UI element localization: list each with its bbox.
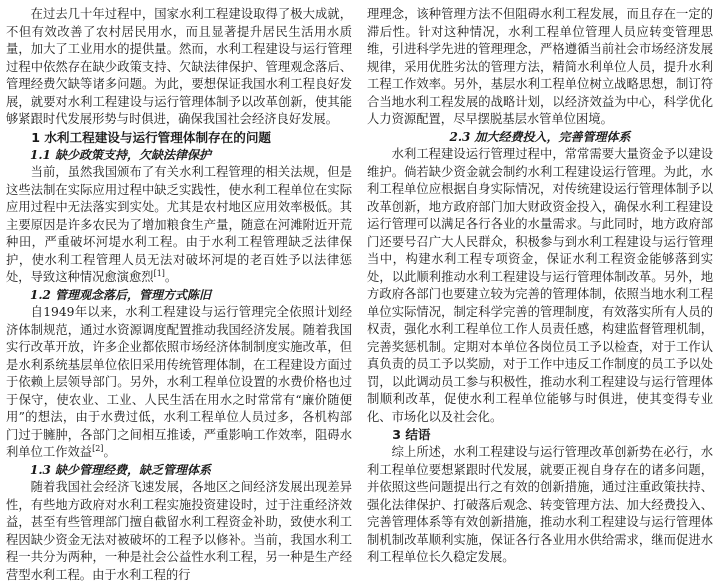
section-1-3-paragraph: 随着我国社会经济飞速发展，各地区之间经济发展出现差异性，有些地方政府对水利工程实施投资建设时，过于注重经济效益，甚至有些管理部门擅自截留水利工程资金补助，致使水利工程因缺少资金无法对被破坏的工程予以修补。当前，我国水利工程一共分为两种，一种是社会公益性水利工程，另一种是生产经营型水利工程。由于水利工程的行 (6, 480, 352, 582)
section-3-heading: 3 结语 (392, 427, 431, 442)
intro-paragraph: 在过去几十年过程中，国家水利工程建设取得了极大成就，不但有效改善了农村居民用水，而且显著提升居民生活用水质量，加大了工业用水的提供量。然而，水利工程建设与运行管理过程中依然存在缺少政策支持、欠缺法律保护、管理观念落后、管理经费欠缺等诸多问题。为此，要想保证我国水利工程良好发展，就要对水利工程建设与运行管理体制予以改革创新，使其能够紧跟时代发展形势与时俱进，确保我国社会经济良好发展。 (6, 7, 352, 126)
section-1-1-heading: 1.1 缺少政策支持，欠缺法律保护 (30, 147, 212, 162)
section-1-2-text: 自1949年以来，水利工程建设与运行管理完全依照计划经济体制规范，通过水资源调度配置推动我国经济发展。随着我国实行改革开放，许多企业都依照市场经济体制制度实施改革，但是水利系统基层单位依旧采用传统管理体制，在工程建设方面过于依赖上层领导部门。另外，水利工程单位设置的水费价格也过于保守，使农业、工业、人民生活在用水之时常常有“廉价随便用”的想法，由于水费过低，水利工程单位人员过多，各机构部门过于臃肿，各部门之间相互推诿，严重影响工作效率，阻碍水利单位工作效益 (6, 305, 352, 459)
section-2-3-heading: 2.3 加大经费投入，完善管理体系 (449, 129, 631, 144)
right-column (367, 6, 713, 567)
reference-2: [2] (92, 443, 104, 453)
section-1-1-text: 当前，虽然我国颁布了有关水利工程管理的相关法规，但是这些法制在实际应用过程中缺乏实践性，使水利工程单位在实际应用过程中无法落实到实处。尤其是农村地区应用效率极低。其主要原因是许多农民为了增加粮食生产量，随意在河滩附近开荒种田，严重破坏河堤水利工程。由于水利工程管理缺乏法律保护，使水利工程管理人员无法对破坏河堤的老百姓予以法律惩处，导致这种情况愈演愈烈 (6, 165, 352, 284)
conclusion-paragraph: 综上所述，水利工程建设与运行管理改革创新势在必行，水利工程单位要想紧跟时代发展，就要正视自身存在的诸多问题，并依照这些问题提出行之有效的创新措施，通过注重政策扶持、强化法律保护、打破落后观念、转变管理方法、加大经费投入、完善管理体系等有效创新措施，推动水利工程建设与运行管理体制机制改革顺利实施，保证各行各业用水供给需求，继而促进水利工程单位长久稳定发展。 (367, 445, 713, 564)
section-1-2-paragraph: 自1949年以来，水利工程建设与运行管理完全依照计划经济体制规范，通过水资源调度配置推动我国经济发展。随着我国实行改革开放，许多企业都依照市场经济体制制度实施改革，但是水利系统基层单位依旧采用传统管理体制，在工程建设方面过于依赖上层领导部门。另外，水利工程单位设置的水费价格也过于保守，使农业、工业、人民生活在用水之时常常有“廉价随便用”的想法，由于水费过低，水利工程单位人员过多，各机构部门过于臃肿，各部门之间相互推诿，严重影响工作效率，阻碍水利单位工作效益[2]。 (6, 305, 352, 459)
section-1-3-heading: 1.3 缺少管理经费，缺乏管理体系 (30, 462, 212, 477)
section-1-2-heading: 1.2 管理观念落后，管理方式陈旧 (30, 287, 212, 302)
left-column (6, 6, 352, 584)
continued-paragraph: 理理念，该种管理方法不但阻碍水利工程发展，而且存在一定的滞后性。针对这种情况，水利工程单位管理人员应转变管理思维，引进科学先进的管理理念，严格遵循当前社会市场经济发展规律，采用优胜劣汰的管理方法，精简水利单位人员，提升水利工程工作效率。另外，基层水利工程单位树立战略思想，制订符合当地水利工程发展的战略计划，以经济效益为中心，科学优化人力资源配置，尽早摆脱基层水管单位困境。 (367, 7, 713, 126)
reference-1: [1] (153, 268, 165, 278)
section-1-heading: 1 水利工程建设与运行管理体制存在的问题 (31, 129, 272, 145)
section-2-3-paragraph: 水利工程建设运行管理过程中，常常需要大量资金予以建设维护。倘若缺少资金就会制约水利工程建设运行管理。为此，水利工程单位应根据自身实际情况，对传统建设运行管理体制予以改革创新，地方政府部门加大财政资金投入，确保水利工程建设运行管理可以满足各行各业的水量需求。与此同时，地方政府部门还要号召广大人民群众，积极参与到水利工程建设与运行管理当中，构建水利工程专项资金，保证水利工程资金能够落到实处，以此顺利推动水利工程建设与运行管理体制改革。另外，地方政府各部门也要建立较为完善的管理体制，依照当地水利工程单位实际情况，制定科学完善的管理制度，有效落实所有人员的权责，强化水利工程单位工作人员责任感，构建监督管理机制，完善奖惩机制。定期对本单位各岗位员工予以检查，对于工作认真负责的员工予以奖励，对于工作中违反工作制度的员工予以处罚，以此调动员工参与积极性，推动水利工程建设与运行管理体制顺利改革，促使水利工程单位能够与时俱进，使其变得专业化、市场化以及社会化。 (367, 147, 713, 424)
section-1-1-paragraph: 当前，虽然我国颁布了有关水利工程管理的相关法规，但是这些法制在实际应用过程中缺乏实践性，使水利工程单位在实际应用过程中无法落实到实处。尤其是农村地区应用效率极低。其主要原因是许多农民为了增加粮食生产量，随意在河滩附近开荒种田，严重破坏河堤水利工程。由于水利工程管理缺乏法律保护，使水利工程管理人员无法对破坏河堤的老百姓予以法律惩处，导致这种情况愈演愈烈[1]。 (6, 165, 352, 284)
